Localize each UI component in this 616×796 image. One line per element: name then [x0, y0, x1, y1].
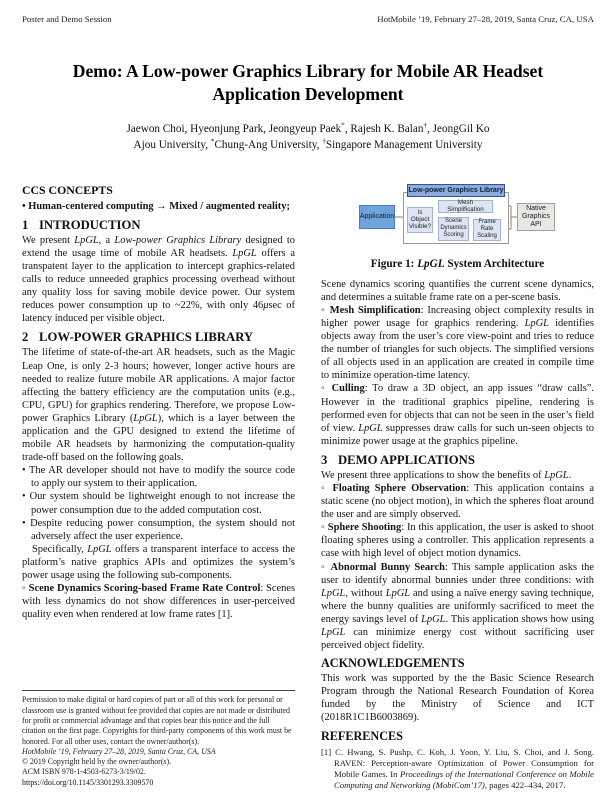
section-1-title: INTRODUCTION [39, 217, 141, 232]
scene-dynamics-continuation: Scene dynamics scoring quantifies the current scene dynamics, and determines a suitable frame rate on a per-scene basis. [321, 278, 594, 303]
intro-paragraph: We present LpGL, a Low-power Graphics Library designed to extend the usage time of mobile AR headsets. LpGL offers a transpatent layer to the application to intercept graphics-related calls to reduce unneeded graphics processing overhead without any quality loss for saving mobile device power. Our system reduces power consumption up to ~22%, with only 46μsec of latency induced per visible object. [22, 234, 295, 325]
mesh-simplification-item: ◦ Mesh Simplification: Increasing object complexity results in higher power usage for graphics rendering. LpGL identifies objects away from the user’s core view-point and tries to reduce the number of triangles for such objects. The simplified versions of all objects used in an application are created in compile time to minimize operation-time latency. [321, 304, 595, 382]
section-1-number: 1 [22, 217, 29, 232]
header-session-label: Poster and Demo Session [22, 14, 112, 24]
permission-copyright: © 2019 Copyright held by the owner/author(s). [22, 757, 172, 767]
left-column [22, 183, 295, 796]
sec2-specifically-paragraph: Specifically, LpGL offers a transparent interface to access the platform’s native graphics APIs and optimizes the system’s power usage using the following sub-components. [22, 543, 296, 581]
paper-title: Demo: A Low-power Graphics Library for Mobile AR Headset Application Development [72, 61, 544, 105]
ccs-body: • Human-centered computing → Mixed / augmented reality; [22, 200, 290, 212]
section-3-title: DEMO APPLICATIONS [338, 452, 475, 467]
reference-item-1: [1] C. Hwang, S. Pushp, C. Koh, J. Yoon, Y. Liu, S. Choi, and J. Song. RAVEN: Perception-aware Optimization of Power Consumption for Mobile Games. In Proceedings of the International Conference on Mobile Computing and Networking (MobiCom’17), pages 422–434, 2017. [321, 746, 594, 791]
scene-dynamics-scoring-box: Scene Dynamics Scoring [438, 217, 469, 241]
abnormal-bunny-item: ◦ Abnormal Bunny Search: This sample application asks the user to identify abnormal bunnies under three conditions: with LpGL, without LpGL and using a naïve energy saving technique, where the bunny qualities are uniformly sacrificed to meet the energy savings level of LpGL. This application shows how using LpGL can minimize energy cost without sacrificing user perceived object fidelity. [321, 561, 595, 652]
two-column-body [22, 183, 594, 796]
figure-1-caption: Figure 1: LpGL System Architecture [370, 257, 545, 270]
authors-line: Jaewon Choi, Hyeonjung Park, Jeongyeup Paek*, Rajesh K. Balan†, JeongGil Ko [126, 121, 490, 136]
sec2-paragraph: The lifetime of state-of-the-art AR headsets, such as the Magic Leap One, is only 2-3 hours; however, longer active hours are needed to realize future mobile AR applications. A major factor affecting the battery efficiency are the computation units (e.g., CPU, GPU) for graphics rendering. Therefore, we propose Low-power Graphics Library (LpGL), which is a layer between the application and the GPU designed to extend the lifetime of mobile AR headsets by harmonizing the computation-quality trade-off based on the following goals. [22, 347, 295, 464]
permission-conference: HotMobile ’19, February 27–28, 2019, Santa Cruz, CA, USA [22, 746, 216, 756]
right-column [321, 183, 594, 796]
is-object-visible-box: Is Object Visible? [407, 207, 433, 233]
culling-item: ◦ Culling: To draw a 3D object, an app issues “draw calls”. However in the traditional graphics pipeline, rendering is performed even for objects that can not be seen in the user’s field of view. LpGL suppresses draw calls for such un-seen objects to minimize power usage at the graphics pipeline. [321, 383, 594, 447]
section-2-title: LOW-POWER GRAPHICS LIBRARY [39, 330, 254, 345]
native-graphics-api-box: Native Graphics API [517, 203, 555, 231]
section-1-heading [22, 218, 295, 233]
section-3-heading [321, 453, 594, 468]
doi-link[interactable]: https://doi.org/10.1145/3301293.3309570 [22, 777, 154, 787]
ccs-heading: CCS CONCEPTS [22, 182, 113, 197]
frame-rate-scaling-box: Frame Rate Scaling [473, 219, 501, 241]
library-header-box: Low-power Graphics Library [407, 184, 505, 197]
sphere-shooting-item: ◦ Sphere Shooting: In this application, the user is asked to shoot floating spheres using a controller. This application represents a case with high level of object motion dynamics. [321, 522, 595, 560]
permission-block [22, 690, 295, 796]
scene-dynamics-item: ◦ Scene Dynamics Scoring-based Frame Rate Control: Scenes with less dynamics do not show differences in user-perceived quality even when rendered at low frame rates [1]. [22, 583, 296, 621]
section-3-number: 3 [321, 452, 328, 467]
affiliations-line: Ajou University, *Chung-Ang University, †Singapore Management University [133, 136, 483, 151]
running-header [22, 14, 594, 24]
permission-notice: Permission to make digital or hard copies of part or all of this work for personal or classroom use is granted without fee provided that copies are not made or distributed for profit or commercial advantage and that copies bear this notice and the full citation on the first page. Copyrights for third-party components of this work must be honored. For all other uses, contact the owner/author(s). [22, 695, 292, 746]
goal-bullet-1: • The AR developer should not have to modify the source code to apply our system to their application. [22, 465, 295, 490]
lpgl-architecture-diagram [321, 183, 595, 249]
permission-isbn: ACM ISBN 978-1-4503-6273-3/19/02. [22, 767, 146, 777]
references-heading: REFERENCES [321, 728, 403, 743]
application-box: Application [359, 205, 395, 229]
acknowledgements-heading: ACKNOWLEDGEMENTS [321, 656, 465, 671]
sec3-intro: We present three applications to show the benefits of LpGL. [321, 469, 572, 481]
floating-sphere-item: ◦ Floating Sphere Observation: This application contains a static scene (no object motion), in which the spheres float around the user and are simply observed. [321, 482, 595, 521]
header-venue-label: HotMobile ’19, February 27–28, 2019, Santa Cruz, CA, USA [377, 14, 594, 24]
goal-bullet-2: • Our system should be lightweight enough to not increase the power consumption due to the added computation cost. [22, 491, 295, 516]
section-2-heading [22, 330, 295, 345]
acknowledgements-paragraph: This work was supported by the the Basic Science Research Program through the National Research Foundation of Korea funded by the Ministry of Science and ICT (2018R1C1B6003869). [321, 673, 594, 724]
section-2-number: 2 [22, 330, 29, 345]
mesh-simplification-box: Mesh Simplification [438, 200, 493, 213]
goal-bullet-3: • Despite reducing power consumption, the system should not adversely affect the user experience. [22, 517, 295, 542]
figure-1 [321, 183, 594, 270]
